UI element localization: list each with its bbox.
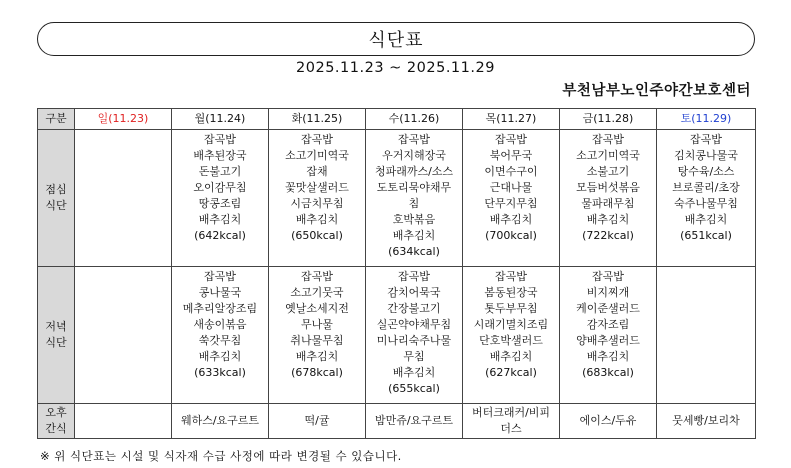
- menu-item: 메추리알장조림: [182, 302, 258, 315]
- snack-cell-mon: [172, 404, 269, 439]
- menu-item: (651kcal): [680, 229, 732, 242]
- menu-item: 꽃맛살샐러드: [285, 181, 349, 194]
- menu-item: 김치콩나물국: [674, 149, 738, 162]
- menu-item: 뭇세빵/보리차: [672, 414, 740, 427]
- lunch-row-label: [38, 130, 75, 267]
- menu-item: 북어무국: [489, 149, 533, 162]
- menu-item: 잡곡밥: [495, 133, 527, 146]
- meal-row-lunch: [38, 130, 756, 267]
- snack-cell-sun: [75, 404, 172, 439]
- menu-item: 물파래무침: [581, 197, 635, 210]
- menu-item: 케이준샐러드: [576, 302, 640, 315]
- menu-item: 양배추샐러드: [576, 334, 640, 347]
- menu-item: 배추김치: [684, 213, 728, 226]
- dinner-cell-tue: [269, 267, 366, 404]
- menu-item: 감치어묵국: [387, 286, 441, 299]
- menu-item: 배추김치: [392, 229, 436, 242]
- menu-item: 우거지해장국: [382, 149, 446, 162]
- lunch-cell-thu: [463, 130, 560, 267]
- menu-item: 간장불고기: [387, 302, 441, 315]
- menu-item: (650kcal): [291, 229, 343, 242]
- day-header-wed: 수(11.26): [366, 109, 463, 130]
- menu-item: 숙주나물무침: [674, 197, 738, 210]
- day-header-mon: 월(11.24): [172, 109, 269, 130]
- row-label-line: 식단: [45, 336, 67, 349]
- menu-item: 단무지무침: [484, 197, 538, 210]
- menu-item: 이면수구이: [484, 165, 538, 178]
- menu-item: 잡곡밥: [592, 133, 624, 146]
- menu-item: 소불고기: [586, 165, 630, 178]
- menu-item: 잡곡밥: [495, 270, 527, 283]
- snack-cell-sat: [657, 404, 756, 439]
- menu-item: 비지찌개: [586, 286, 630, 299]
- menu-title-box: [37, 22, 755, 56]
- day-header-sun: 일(11.23): [75, 109, 172, 130]
- menu-item: 잡곡밥: [398, 133, 430, 146]
- menu-item: 시래기멸치조림: [473, 318, 549, 331]
- menu-item: 잡곡밥: [204, 133, 236, 146]
- menu-item: 배추김치: [295, 350, 339, 363]
- lunch-cell-wed: [366, 130, 463, 267]
- menu-item: 브로콜리/초장: [672, 181, 740, 194]
- menu-item: 에이스/두유: [579, 414, 637, 427]
- menu-item: 모듬버섯볶음: [576, 181, 640, 194]
- menu-item: 잡곡밥: [204, 270, 236, 283]
- menu-item: 잡곡밥: [592, 270, 624, 283]
- row-label-line: 저녁: [45, 320, 67, 333]
- menu-item: 감자조림: [586, 318, 630, 331]
- menu-item: 잡곡밥: [398, 270, 430, 283]
- row-label-line: 간식: [45, 422, 67, 435]
- menu-item: 배추김치: [392, 366, 436, 379]
- dinner-cell-wed: [366, 267, 463, 404]
- menu-item: 웨하스/요구르트: [180, 414, 260, 427]
- menu-item: (642kcal): [194, 229, 246, 242]
- menu-item: 미나리숙주나물: [376, 334, 452, 347]
- menu-item: 소고기뭇국: [290, 286, 344, 299]
- menu-item: 배추김치: [586, 213, 630, 226]
- row-label-line: 식단: [45, 199, 67, 212]
- menu-item: 청파래까스/소스: [374, 165, 454, 178]
- lunch-cell-mon: [172, 130, 269, 267]
- menu-item: (627kcal): [485, 366, 537, 379]
- menu-item: 밤만쥬/요구르트: [374, 414, 454, 427]
- lunch-cell-sat: [657, 130, 756, 267]
- menu-item: 배추김치: [295, 213, 339, 226]
- menu-table: [37, 108, 756, 439]
- menu-item: 오이감무침: [193, 181, 247, 194]
- menu-item: 떡/귤: [304, 414, 330, 427]
- menu-item: 톳두부무침: [484, 302, 538, 315]
- dinner-cell-thu: [463, 267, 560, 404]
- menu-item: 돈불고기: [198, 165, 242, 178]
- menu-title: 식단표: [368, 30, 424, 51]
- dinner-row-label: [38, 267, 75, 404]
- row-label-line: 오후: [45, 406, 67, 419]
- day-header-fri: 금(11.28): [560, 109, 657, 130]
- meal-row-snack: [38, 404, 756, 439]
- menu-item: 호박볶음: [392, 213, 436, 226]
- menu-item: 취나물무침: [290, 334, 344, 347]
- menu-item: 배추김치: [198, 213, 242, 226]
- menu-item: 봄동된장국: [484, 286, 538, 299]
- menu-item: 시금치무침: [290, 197, 344, 210]
- menu-item: (678kcal): [291, 366, 343, 379]
- menu-item: 배추김치: [489, 213, 533, 226]
- menu-item: 탕수육/소스: [677, 165, 735, 178]
- row-label-line: 점심: [45, 183, 67, 196]
- snack-row-label: [38, 404, 75, 439]
- date-range: 2025.11.23 ~ 2025.11.29: [296, 60, 495, 76]
- menu-item: 더스: [500, 422, 522, 435]
- menu-item: (633kcal): [194, 366, 246, 379]
- menu-item: 잡곡밥: [301, 133, 333, 146]
- menu-item: 단호박샐러드: [479, 334, 543, 347]
- menu-item: 잡곡밥: [301, 270, 333, 283]
- snack-cell-thu: [463, 404, 560, 439]
- menu-item: 콩나물국: [198, 286, 242, 299]
- menu-item: 도토리묵야채무: [376, 181, 452, 194]
- menu-item: 잡채: [306, 165, 328, 178]
- menu-item: 실곤약야채무침: [376, 318, 452, 331]
- menu-item: 버터크래커/비피: [471, 406, 551, 419]
- menu-item: (722kcal): [582, 229, 634, 242]
- day-header-tue: 화(11.25): [269, 109, 366, 130]
- menu-item: 소고기미역국: [285, 149, 349, 162]
- lunch-cell-tue: [269, 130, 366, 267]
- dinner-cell-mon: [172, 267, 269, 404]
- corner-label: 구분: [38, 109, 75, 130]
- menu-item: 옛날소세지전: [285, 302, 349, 315]
- menu-item: 소고기미역국: [576, 149, 640, 162]
- footnote: ※ 위 식단표는 시설 및 식자재 수급 사정에 따라 변경될 수 있습니다.: [40, 449, 402, 463]
- header-row: [38, 109, 756, 130]
- menu-item: 땅콩조림: [198, 197, 242, 210]
- menu-item: 무나물: [301, 318, 333, 331]
- snack-cell-tue: [269, 404, 366, 439]
- menu-item: 침: [408, 197, 420, 210]
- menu-item: 새송이볶음: [193, 318, 247, 331]
- center-name: 부천남부노인주야간보호센터: [562, 83, 751, 99]
- lunch-cell-sun: [75, 130, 172, 267]
- menu-item: 무침: [403, 350, 425, 363]
- snack-cell-fri: [560, 404, 657, 439]
- meal-row-dinner: [38, 267, 756, 404]
- menu-item: (655kcal): [388, 382, 440, 395]
- menu-item: 배추된장국: [193, 149, 247, 162]
- menu-item: (683kcal): [582, 366, 634, 379]
- day-header-sat: 토(11.29): [657, 109, 756, 130]
- menu-item: 쑥갓무침: [198, 334, 242, 347]
- menu-item: 배추김치: [489, 350, 533, 363]
- lunch-cell-fri: [560, 130, 657, 267]
- menu-item: (634kcal): [388, 245, 440, 258]
- menu-item: 잡곡밥: [690, 133, 722, 146]
- day-header-thu: 목(11.27): [463, 109, 560, 130]
- snack-cell-wed: [366, 404, 463, 439]
- dinner-cell-sat: [657, 267, 756, 404]
- menu-item: 배추김치: [586, 350, 630, 363]
- menu-item: 근대나물: [489, 181, 533, 194]
- menu-item: (700kcal): [485, 229, 537, 242]
- dinner-cell-fri: [560, 267, 657, 404]
- dinner-cell-sun: [75, 267, 172, 404]
- menu-item: 배추김치: [198, 350, 242, 363]
